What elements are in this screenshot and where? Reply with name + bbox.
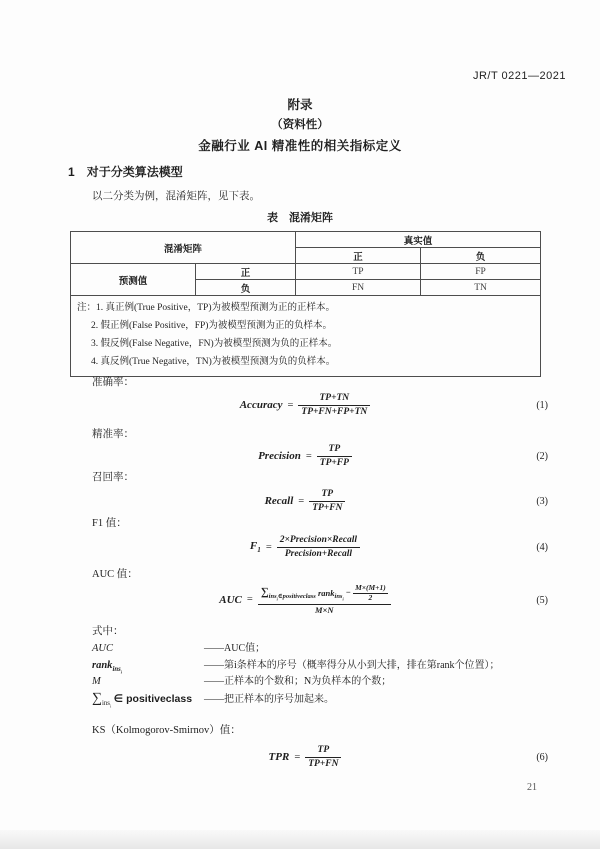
eq5-equals: = — [246, 594, 253, 606]
accuracy-label: 准确率： — [92, 377, 134, 388]
term-auc: AUC ——AUC值； — [92, 643, 266, 654]
page-bottom-shadow — [0, 830, 600, 849]
eq1-number: (1) — [536, 399, 548, 411]
cell-tn: TN — [421, 280, 541, 296]
where-heading: 式中： — [92, 626, 124, 637]
intro-paragraph: 以二分类为例，混淆矩阵，见下表。 — [92, 191, 260, 202]
equation-f1 — [70, 532, 548, 562]
predicted-value-header: 预测值 — [71, 264, 196, 296]
eq2-number: (2) — [536, 450, 548, 462]
equation-precision — [70, 441, 548, 471]
eq1-equals: = — [287, 399, 294, 411]
recall-label: 召回率： — [92, 472, 134, 483]
note-2: 2. 假正例(False Positive，FP)为被模型预测为正的负样本。 — [91, 321, 332, 331]
pred-positive-row-header: 正 — [196, 264, 296, 280]
eq1-fraction: $\frac{TP+TN}{TP+FN+FP+TN}$ — [298, 393, 370, 418]
eq6-number: (6) — [536, 751, 548, 763]
eq4-number: (4) — [536, 541, 548, 553]
cell-fn: FN — [296, 280, 421, 296]
table-row — [71, 232, 541, 248]
equation-accuracy — [70, 390, 548, 420]
table-row — [71, 264, 541, 280]
note-3: 3. 假反例(False Negative，FN)为被模型预测为负的正样本。 — [91, 339, 338, 349]
eq2-fraction: $\frac{TP}{TP+FP}$ — [317, 444, 352, 469]
eq2-equals: = — [305, 450, 312, 462]
table-caption: 表 混淆矩阵 — [267, 212, 333, 224]
eq3-lhs: Recall — [264, 495, 294, 507]
eq3-fraction: $\frac{TP}{TP+FN}$ — [309, 489, 345, 514]
sum-symbol: ∑ — [92, 691, 102, 706]
informative-subtitle: （资料性） — [271, 119, 329, 131]
eq5-inner-fraction: $\frac{M\times(M+1)}{2}$ — [355, 583, 386, 603]
term-sum: $\sum_{ins_i}$ ∈ positiveclass ——把正样本的序号加起来。 — [92, 691, 334, 709]
rank-term: rank$_{ins_i}$ — [317, 587, 344, 602]
eq3-equals: = — [298, 495, 305, 507]
section-heading-text: 对于分类算法模型 — [86, 165, 183, 179]
auc-label: AUC 值： — [92, 569, 138, 580]
table-notes — [71, 296, 541, 377]
cell-tp: TP — [296, 264, 421, 280]
eq4-equals: = — [265, 541, 272, 553]
doc-code: JR/T 0221—2021 — [472, 70, 566, 82]
true-negative-col-header: 负 — [421, 248, 541, 264]
eq1-lhs: Accuracy — [239, 399, 283, 411]
true-value-header: 真实值 — [296, 232, 541, 248]
note-4: 4. 真反例(True Negative，TN)为被模型预测为负的负样本。 — [91, 357, 336, 367]
term-rank: rank$_{ins_i}$ ——第i条样本的序号（概率得分从小到大排，排在第rank个位置）； — [92, 660, 500, 675]
eq3-number: (3) — [536, 495, 548, 507]
precision-label: 精准率： — [92, 429, 134, 440]
f1-label: F1 值： — [92, 518, 127, 529]
sum-symbol: ∑ — [260, 586, 269, 599]
page-number: 21 — [527, 782, 537, 793]
eq6-lhs: TPR — [268, 751, 290, 763]
term-m: M ——正样本的个数和；N为负样本的个数； — [92, 676, 392, 687]
ks-label: KS（Kolmogorov-Smirnov）值： — [92, 725, 241, 736]
section-heading — [68, 163, 183, 180]
table-row — [71, 296, 541, 377]
corner-cell: 混淆矩阵 — [71, 232, 296, 264]
eq5-fraction: $\sum_{ins_i\in positiveclass}$ rank$_{ins_i}$ − $\frac{M\times(M+1)}{2}$ M×N — [258, 584, 391, 615]
eq6-equals: = — [294, 751, 301, 763]
eq4-lhs: $F_1$ — [249, 539, 261, 555]
confusion-matrix-table — [70, 231, 540, 377]
equation-auc — [70, 583, 548, 617]
equation-ks — [70, 742, 548, 772]
eq6-fraction: $\frac{TP}{TP+FN}$ — [305, 745, 341, 770]
equation-recall — [70, 486, 548, 516]
appendix-title: 附录 — [287, 98, 313, 112]
eq4-fraction: $\frac{\text{2×Precision×Recall}}{\text{Precision+Recall}}$ — [277, 535, 360, 560]
main-title: 金融行业 AI 精准性的相关指标定义 — [198, 139, 402, 153]
eq2-lhs: Precision — [258, 450, 301, 462]
cell-fp: FP — [421, 264, 541, 280]
note-1: 注：1. 真正例(True Positive，TP)为被模型预测为正的正样本。 — [77, 303, 336, 313]
minus-sign: − — [345, 587, 351, 598]
eq5-number: (5) — [536, 594, 548, 606]
true-positive-col-header: 正 — [296, 248, 421, 264]
pred-negative-row-header: 负 — [196, 280, 296, 296]
eq5-lhs: AUC — [219, 593, 242, 606]
section-number: 1 — [68, 165, 75, 179]
